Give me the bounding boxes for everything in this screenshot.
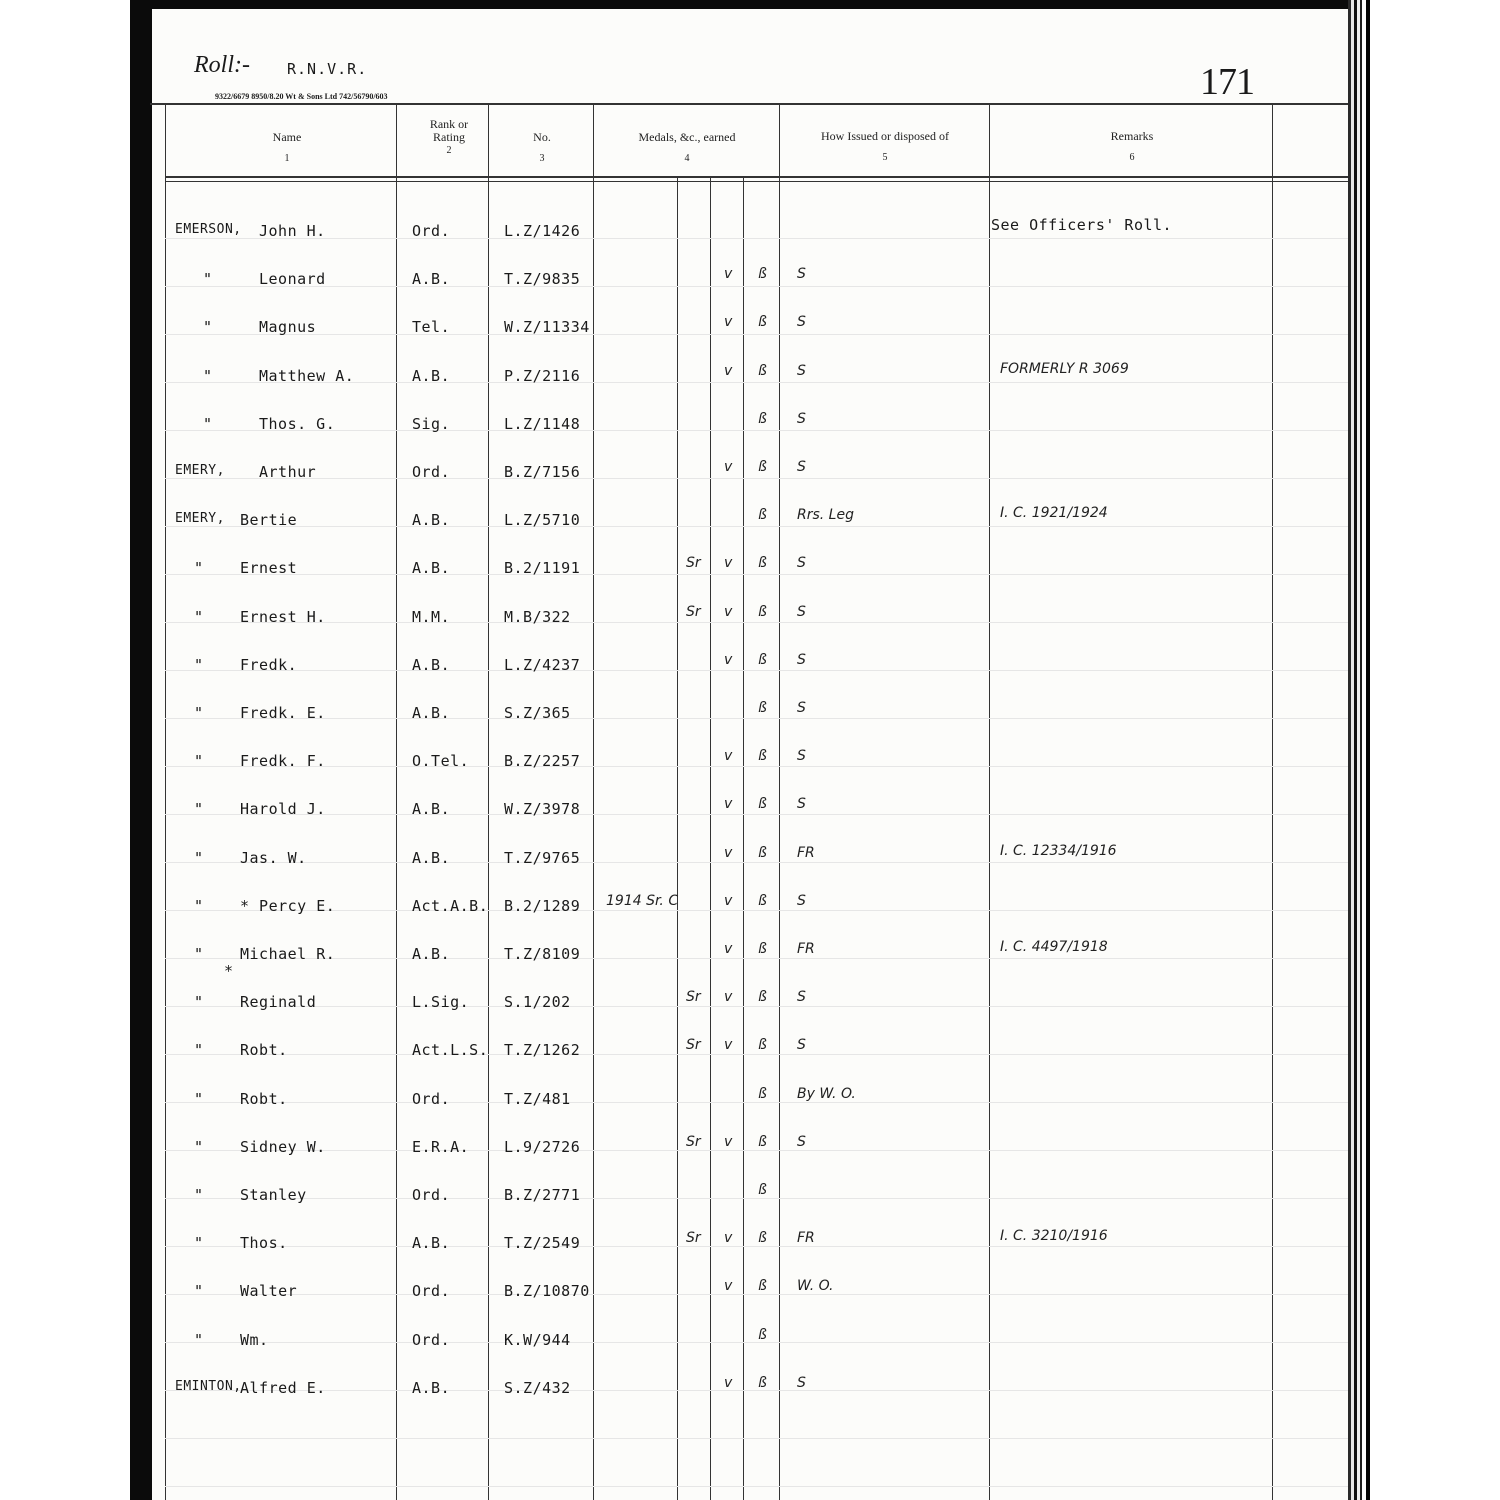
row-surname: " (203, 367, 213, 385)
ruled-line (165, 670, 1348, 671)
row-service-number: L.Z/1148 (504, 415, 581, 433)
row-medal-victory: ß (758, 796, 767, 812)
medal-divider-1 (677, 176, 678, 1500)
row-rank: A.B. (412, 800, 451, 818)
row-issued: W. O. (797, 1278, 834, 1294)
row-medal-british: v (724, 1230, 733, 1246)
row-issued: S (797, 893, 806, 909)
row-surname: " (203, 270, 213, 288)
col-header-rank-num: 2 (446, 145, 452, 156)
row-medal-star: Sr (686, 555, 701, 571)
row-rank: E.R.A. (412, 1138, 470, 1156)
row-medal-star: 1914 Sr. C (606, 893, 679, 909)
scan-background (0, 0, 130, 1500)
col-header-issued-label: How Issued or disposed of (821, 129, 949, 143)
col-divider-issued (989, 103, 990, 1500)
row-service-number: M.B/322 (504, 608, 571, 626)
row-rank: A.B. (412, 270, 451, 288)
row-rank: A.B. (412, 656, 451, 674)
ruled-line (165, 1246, 1348, 1247)
row-service-number: L.Z/4237 (504, 656, 581, 674)
row-medal-victory: ß (758, 1182, 767, 1198)
row-surname: " (194, 1041, 204, 1059)
row-medal-victory: ß (758, 989, 767, 1005)
col-header-medals (594, 131, 780, 165)
row-remarks: I. C. 3210/1916 (1000, 1228, 1108, 1244)
row-service-number: L.Z/5710 (504, 511, 581, 529)
row-medal-victory: ß (758, 1086, 767, 1102)
row-given-name: Robt. (240, 1090, 288, 1108)
col-header-rank (410, 118, 488, 157)
ruled-line (165, 958, 1348, 959)
row-medal-british: v (724, 1375, 733, 1391)
row-medal-victory: ß (758, 1327, 767, 1343)
row-surname: " (194, 656, 204, 674)
row-service-number: B.2/1289 (504, 897, 581, 915)
row-issued: S (797, 1037, 806, 1053)
row-surname: EMERY, (175, 511, 225, 526)
ruled-line (165, 1486, 1348, 1487)
row-medal-victory: ß (758, 1037, 767, 1053)
row-medal-british: v (724, 748, 733, 764)
col-header-number-label: No. (533, 130, 551, 144)
row-remarks: See Officers' Roll. (991, 216, 1173, 234)
row-rank: M.M. (412, 608, 451, 626)
row-medal-victory: ß (758, 314, 767, 330)
row-given-name: Ernest H. (240, 608, 326, 626)
row-rank: A.B. (412, 1379, 451, 1397)
row-medal-british: v (724, 604, 733, 620)
row-given-name: Fredk. (240, 656, 298, 674)
header-rule-bottom-2 (165, 181, 1348, 182)
row-given-name: Thos. G. (259, 415, 336, 433)
row-issued: S (797, 796, 806, 812)
row-issued: S (797, 411, 806, 427)
ruled-line (165, 334, 1348, 335)
col-header-remarks-num: 6 (1129, 152, 1135, 163)
ruled-line (165, 1294, 1348, 1295)
col-header-number-num: 3 (539, 153, 545, 164)
row-issued: FR (797, 845, 815, 861)
col-header-remarks-label: Remarks (1110, 129, 1154, 143)
row-given-name: Stanley (240, 1186, 307, 1204)
row-remarks: I. C. 12334/1916 (1000, 843, 1117, 859)
row-service-number: T.Z/8109 (504, 945, 581, 963)
row-rank: A.B. (412, 1234, 451, 1252)
row-rank: L.Sig. (412, 993, 470, 1011)
row-issued: S (797, 314, 806, 330)
ruled-line (165, 1150, 1348, 1151)
row-surname: " (194, 752, 204, 770)
row-medal-british: v (724, 363, 733, 379)
row-service-number: K.W/944 (504, 1331, 571, 1349)
row-medal-star: Sr (686, 604, 701, 620)
header-rule-top (150, 103, 1348, 105)
row-given-name: Robt. (240, 1041, 288, 1059)
row-surname: " (194, 1234, 204, 1252)
row-issued: Rrs. Leg (797, 507, 854, 523)
row-surname: EMERSON, (175, 222, 242, 237)
row-surname: " (194, 1331, 204, 1349)
row-given-name: Matthew A. (259, 367, 355, 385)
row-medal-british: v (724, 796, 733, 812)
row-surname: " (194, 1186, 204, 1204)
col-header-medals-label: Medals, &c., earned (638, 130, 736, 144)
row-medal-victory: ß (758, 845, 767, 861)
row-issued: S (797, 555, 806, 571)
row-surname: " (194, 849, 204, 867)
ruled-line (165, 430, 1348, 431)
row-given-name: Walter (240, 1282, 298, 1300)
col-header-remarks (990, 130, 1274, 164)
row-given-name: Michael R. (240, 945, 336, 963)
col-header-issued (780, 130, 990, 164)
col-divider-remarks (1272, 103, 1273, 1500)
ruled-line (165, 1438, 1348, 1439)
row-medal-british: v (724, 652, 733, 668)
row-rank: A.B. (412, 945, 451, 963)
row-service-number: T.Z/9765 (504, 849, 581, 867)
row-service-number: L.9/2726 (504, 1138, 581, 1156)
row-surname: " (194, 1282, 204, 1300)
annotation-asterisk: * (224, 962, 234, 980)
row-surname: " (194, 993, 204, 1011)
row-medal-victory: ß (758, 1230, 767, 1246)
row-issued: S (797, 266, 806, 282)
row-rank: A.B. (412, 511, 451, 529)
row-rank: Ord. (412, 222, 451, 240)
ruled-line (165, 1198, 1348, 1199)
row-service-number: S.Z/432 (504, 1379, 571, 1397)
row-given-name: Thos. (240, 1234, 288, 1252)
col-header-rank-label: Rank or Rating (429, 117, 469, 144)
ruled-line (165, 1054, 1348, 1055)
row-issued: S (797, 748, 806, 764)
row-issued: FR (797, 941, 815, 957)
row-issued: S (797, 363, 806, 379)
row-given-name: Sidney W. (240, 1138, 326, 1156)
row-rank: Ord. (412, 463, 451, 481)
row-service-number: T.Z/1262 (504, 1041, 581, 1059)
row-service-number: W.Z/3978 (504, 800, 581, 818)
row-medal-victory: ß (758, 363, 767, 379)
row-given-name: Reginald (240, 993, 317, 1011)
row-issued: S (797, 989, 806, 1005)
row-medal-victory: ß (758, 700, 767, 716)
col-header-name-label: Name (272, 130, 302, 144)
row-given-name: Fredk. F. (240, 752, 326, 770)
row-given-name: Bertie (240, 511, 298, 529)
row-medal-victory: ß (758, 411, 767, 427)
row-medal-star: Sr (686, 1134, 701, 1150)
row-rank: A.B. (412, 704, 451, 722)
row-medal-british: v (724, 266, 733, 282)
medal-divider-2 (710, 176, 711, 1500)
row-issued: S (797, 652, 806, 668)
ruled-line (165, 574, 1348, 575)
page-edge-left (130, 0, 152, 1500)
row-rank: A.B. (412, 559, 451, 577)
header-rule-bottom (165, 176, 1348, 178)
row-service-number: B.2/1191 (504, 559, 581, 577)
row-given-name: Harold J. (240, 800, 326, 818)
ruled-line (165, 1102, 1348, 1103)
roll-value: R.N.V.R. (287, 60, 368, 78)
row-medal-british: v (724, 845, 733, 861)
row-service-number: B.Z/10870 (504, 1282, 590, 1300)
row-given-name: * Percy E. (240, 897, 336, 915)
medal-divider-3 (743, 176, 744, 1500)
page-edge-top (130, 0, 1370, 9)
ruled-line (165, 622, 1348, 623)
row-rank: O.Tel. (412, 752, 470, 770)
row-rank: Ord. (412, 1282, 451, 1300)
col-header-issued-num: 5 (882, 152, 888, 163)
col-divider-left (165, 103, 166, 1500)
row-issued: S (797, 1134, 806, 1150)
row-given-name: Leonard (259, 270, 326, 288)
row-service-number: L.Z/1426 (504, 222, 581, 240)
row-medal-british: v (724, 314, 733, 330)
row-service-number: S.1/202 (504, 993, 571, 1011)
ruled-line (165, 718, 1348, 719)
row-medal-british: v (724, 459, 733, 475)
ruled-line (165, 1006, 1348, 1007)
row-service-number: P.Z/2116 (504, 367, 581, 385)
col-header-name-num: 1 (284, 153, 290, 164)
row-service-number: T.Z/481 (504, 1090, 571, 1108)
row-issued: S (797, 700, 806, 716)
row-surname: EMINTON, (175, 1379, 242, 1394)
row-service-number: S.Z/365 (504, 704, 571, 722)
col-header-medals-num: 4 (684, 153, 690, 164)
row-medal-british: v (724, 1134, 733, 1150)
row-service-number: B.Z/7156 (504, 463, 581, 481)
row-surname: " (194, 559, 204, 577)
row-given-name: Wm. (240, 1331, 269, 1349)
row-rank: Sig. (412, 415, 451, 433)
ruled-line (165, 286, 1348, 287)
row-medal-victory: ß (758, 555, 767, 571)
row-medal-british: v (724, 941, 733, 957)
row-issued: S (797, 1375, 806, 1391)
page-edge-right (1348, 0, 1370, 1500)
row-given-name: Jas. W. (240, 849, 307, 867)
roll-label: Roll:- (194, 52, 250, 78)
row-medal-victory: ß (758, 459, 767, 475)
row-service-number: T.Z/9835 (504, 270, 581, 288)
row-surname: " (203, 318, 213, 336)
ruled-line (165, 1390, 1348, 1391)
row-medal-victory: ß (758, 1375, 767, 1391)
row-given-name: Magnus (259, 318, 317, 336)
row-given-name: Arthur (259, 463, 317, 481)
row-surname: " (203, 415, 213, 433)
ruled-line (165, 862, 1348, 863)
row-medal-victory: ß (758, 1134, 767, 1150)
row-remarks: I. C. 4497/1918 (1000, 939, 1108, 955)
col-divider-rank (488, 103, 489, 1500)
row-rank: Tel. (412, 318, 451, 336)
row-medal-victory: ß (758, 652, 767, 668)
row-service-number: T.Z/2549 (504, 1234, 581, 1252)
row-medal-british: v (724, 989, 733, 1005)
row-surname: " (194, 608, 204, 626)
row-rank: Act.L.S. (412, 1041, 489, 1059)
row-rank: A.B. (412, 367, 451, 385)
row-rank: Ord. (412, 1090, 451, 1108)
row-given-name: Alfred E. (240, 1379, 326, 1397)
page-number: 171 (1200, 61, 1254, 103)
col-header-number (490, 131, 594, 165)
row-remarks: I. C. 1921/1924 (1000, 505, 1108, 521)
row-issued: S (797, 604, 806, 620)
row-medal-victory: ß (758, 1278, 767, 1294)
row-given-name: Fredk. E. (240, 704, 326, 722)
row-service-number: B.Z/2771 (504, 1186, 581, 1204)
row-medal-star: Sr (686, 1230, 701, 1246)
row-rank: Ord. (412, 1331, 451, 1349)
row-surname: " (194, 800, 204, 818)
row-surname: " (194, 1138, 204, 1156)
row-surname: " (194, 704, 204, 722)
col-divider-medals (779, 103, 780, 1500)
row-medal-star: Sr (686, 989, 701, 1005)
ruled-line (165, 238, 1348, 239)
row-service-number: B.Z/2257 (504, 752, 581, 770)
row-surname: " (194, 1090, 204, 1108)
row-medal-british: v (724, 893, 733, 909)
ruled-line (165, 478, 1348, 479)
row-medal-star: Sr (686, 1037, 701, 1053)
col-divider-number (593, 103, 594, 1500)
row-surname: " (194, 897, 204, 915)
row-medal-victory: ß (758, 507, 767, 523)
row-medal-victory: ß (758, 941, 767, 957)
row-issued: FR (797, 1230, 815, 1246)
row-service-number: W.Z/11334 (504, 318, 590, 336)
ruled-line (165, 526, 1348, 527)
row-surname: EMERY, (175, 463, 225, 478)
row-medal-british: v (724, 1278, 733, 1294)
ruled-line (165, 814, 1348, 815)
row-issued: By W. O. (797, 1086, 856, 1102)
row-rank: Act.A.B. (412, 897, 489, 915)
col-divider-name (396, 103, 397, 1500)
row-medal-british: v (724, 1037, 733, 1053)
row-medal-british: v (724, 555, 733, 571)
row-remarks: FORMERLY R 3069 (1000, 361, 1129, 377)
row-given-name: Ernest (240, 559, 298, 577)
ruled-line (165, 1342, 1348, 1343)
ruled-line (165, 910, 1348, 911)
row-surname: " (194, 945, 204, 963)
row-given-name: John H. (259, 222, 326, 240)
row-rank: A.B. (412, 849, 451, 867)
ruled-line (165, 766, 1348, 767)
row-medal-victory: ß (758, 748, 767, 764)
row-medal-victory: ß (758, 604, 767, 620)
print-code: 9322/6679 8950/8.20 Wt & Sons Ltd 742/56790/603 (215, 92, 388, 101)
row-medal-victory: ß (758, 266, 767, 282)
row-medal-victory: ß (758, 893, 767, 909)
row-rank: Ord. (412, 1186, 451, 1204)
col-header-name (167, 131, 407, 165)
row-issued: S (797, 459, 806, 475)
